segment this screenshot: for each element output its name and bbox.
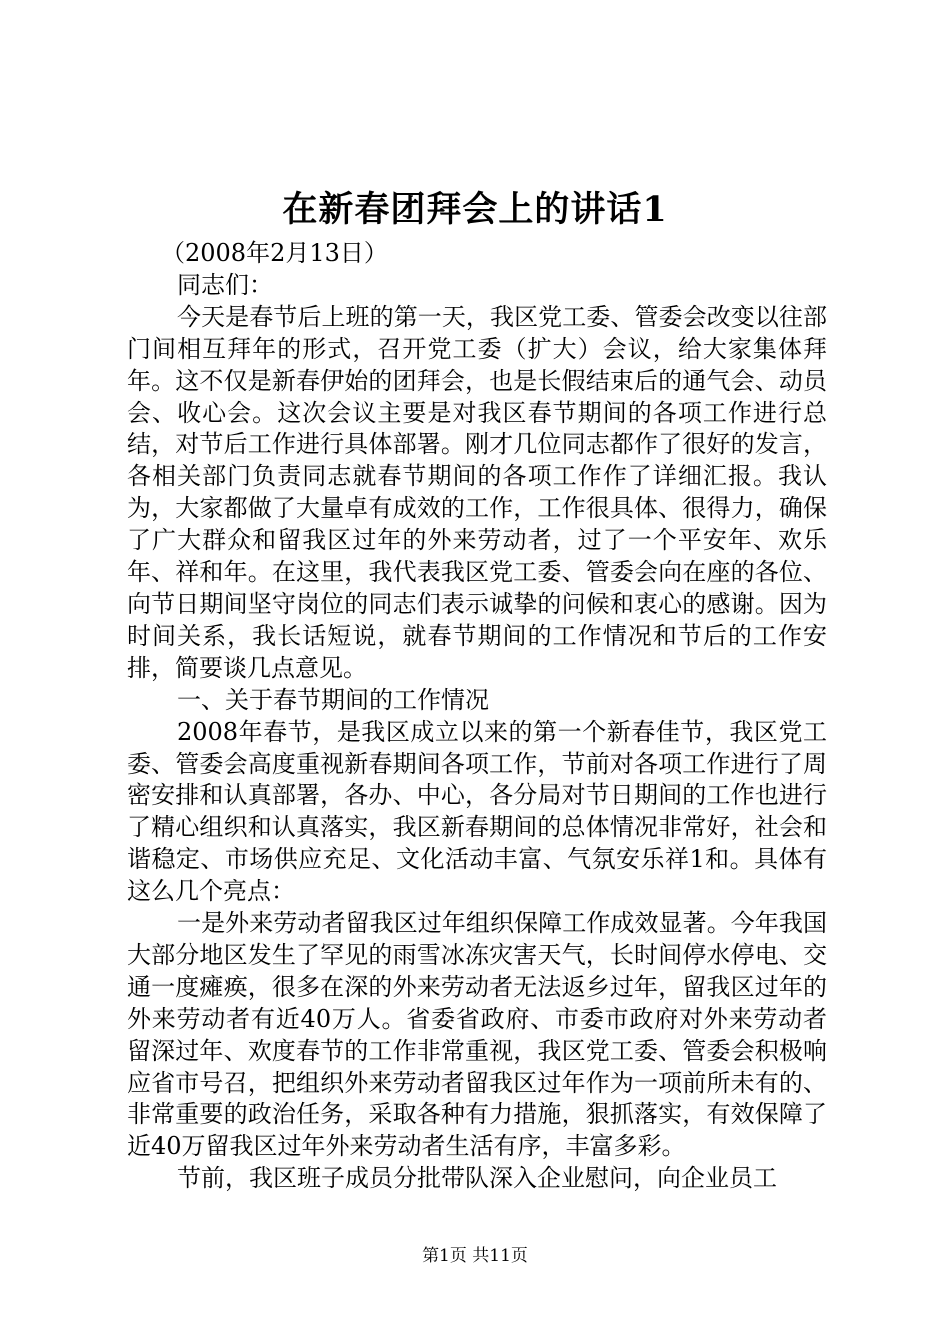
paragraph-overview: 2008年春节，是我区成立以来的第一个新春佳节，我区党工委、管委会高度重视新春期间各项工作，节前对各项工作进行了周密安排和认真部署，各办、中心，各分局对节日期间的工作也进行了精心组织和认真落实，我区新春期间的总体情况非常好，社会和谐稳定、市场供应充足、文化活动丰富、气氛安乐祥1和。具体有这么几个亮点： bbox=[127, 717, 827, 906]
document-title: 在新春团拜会上的讲话1 bbox=[282, 189, 668, 230]
section-heading-1: 一、关于春节期间的工作情况 bbox=[177, 685, 489, 714]
date-line: （2008年2月13日） bbox=[161, 239, 388, 267]
page-number: 第1页 共11页 bbox=[422, 1246, 528, 1266]
paragraph-highlight-1: 一是外来劳动者留我区过年组织保障工作成效显著。今年我国大部分地区发生了罕见的雨雪冰冻灾害天气，长时间停水停电、交通一度瘫痪，很多在深的外来劳动者无法返乡过年，留我区过年的外来劳动者有近40万人。省委省政府、市委市政府对外来劳动者留深过年、欢度春节的工作非常重视，我区党工委、管委会积极响应省市号召，把组织外来劳动者留我区过年作为一项前所未有的、非常重要的政治任务，采取各种有力措施，狠抓落实，有效保障了近40万留我区过年外来劳动者生活有序，丰富多彩。 bbox=[127, 909, 827, 1161]
salutation: 同志们： bbox=[177, 270, 273, 299]
paragraph-pre-festival: 节前，我区班子成员分批带队深入企业慰问，向企业员工 bbox=[177, 1164, 777, 1193]
document-body bbox=[127, 238, 827, 1195]
paragraph-intro: 今天是春节后上班的第一天，我区党工委、管委会改变以往部门间相互拜年的形式，召开党工委（扩大）会议，给大家集体拜年。这不仅是新春伊始的团拜会，也是长假结束后的通气会、动员会、收心会。这次会议主要是对我区春节期间的各项工作进行总结，对节后工作进行具体部署。刚才几位同志都作了很好的发言，各相关部门负责同志就春节期间的各项工作作了详细汇报。我认为，大家都做了大量卓有成效的工作，工作很具体、很得力，确保了广大群众和留我区过年的外来劳动者，过了一个平安年、欢乐年、祥和年。在这里，我代表我区党工委、管委会向在座的各位、向节日期间坚守岗位的同志们表示诚挚的问候和衷心的感谢。因为时间关系，我长话短说，就春节期间的工作情况和节后的工作安排，简要谈几点意见。 bbox=[127, 302, 827, 682]
